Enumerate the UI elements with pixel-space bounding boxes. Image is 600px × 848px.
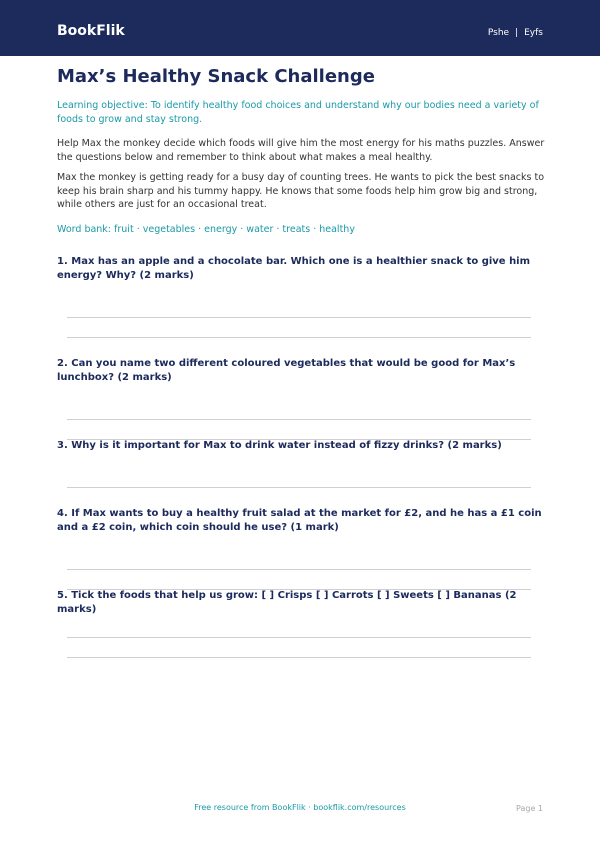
- question-3: 3. Why is it important for Max to drink water instead of fizzy drinks? (2 marks): [57, 440, 502, 451]
- answer-line[interactable]: [67, 637, 531, 638]
- header-bar: [0, 0, 600, 56]
- question-4: 4. If Max wants to buy a healthy fruit salad at the market for £2, and he has a £1 coin and a £2 coin, which coin should he use? (1 mark): [57, 508, 542, 533]
- worksheet-title: Max’s Healthy Snack Challenge: [57, 66, 375, 87]
- footer-credit[interactable]: Free resource from BookFlik · bookflik.com/resources: [194, 803, 406, 812]
- answer-line[interactable]: [67, 657, 531, 658]
- answer-line[interactable]: [67, 317, 531, 318]
- page-number: Page 1: [516, 804, 543, 813]
- subject-tags: [488, 27, 543, 39]
- brand-logo[interactable]: BookFlik: [57, 23, 125, 39]
- question-2: 2. Can you name two different coloured vegetables that would be good for Max’s lunchbox? (2 marks): [57, 358, 516, 383]
- level-tag: Eyfs: [524, 28, 543, 38]
- answer-line[interactable]: [67, 487, 531, 488]
- question-1: 1. Max has an apple and a chocolate bar. Which one is a healthier snack to give him energy? Why? (2 marks): [57, 256, 531, 281]
- tag-separator: |: [515, 28, 519, 38]
- word-bank: Word bank: fruit · vegetables · energy · water · treats · healthy: [57, 224, 355, 235]
- intro-paragraph: Help Max the monkey decide which foods will give him the most energy for his maths puzzles. Answer the questions below and remember to think about what makes a meal healthy.: [57, 138, 545, 163]
- answer-line[interactable]: [67, 419, 531, 420]
- story-paragraph: Max the monkey is getting ready for a busy day of counting trees. He wants to pick the best snacks to keep his brain sharp and his tummy happy. He knows that some foods help him grow big and strong, while others are just for an occasional treat.: [57, 172, 545, 210]
- answer-line[interactable]: [67, 337, 531, 338]
- question-5: 5. Tick the foods that help us grow: [ ] Crisps [ ] Carrots [ ] Sweets [ ] Bananas (2 marks): [57, 590, 517, 615]
- learning-objective: Learning objective: To identify healthy food choices and understand why our bodies need a variety of foods to grow and stay strong.: [57, 100, 539, 125]
- subject-tag: Pshe: [487, 28, 510, 38]
- answer-line[interactable]: [67, 569, 531, 570]
